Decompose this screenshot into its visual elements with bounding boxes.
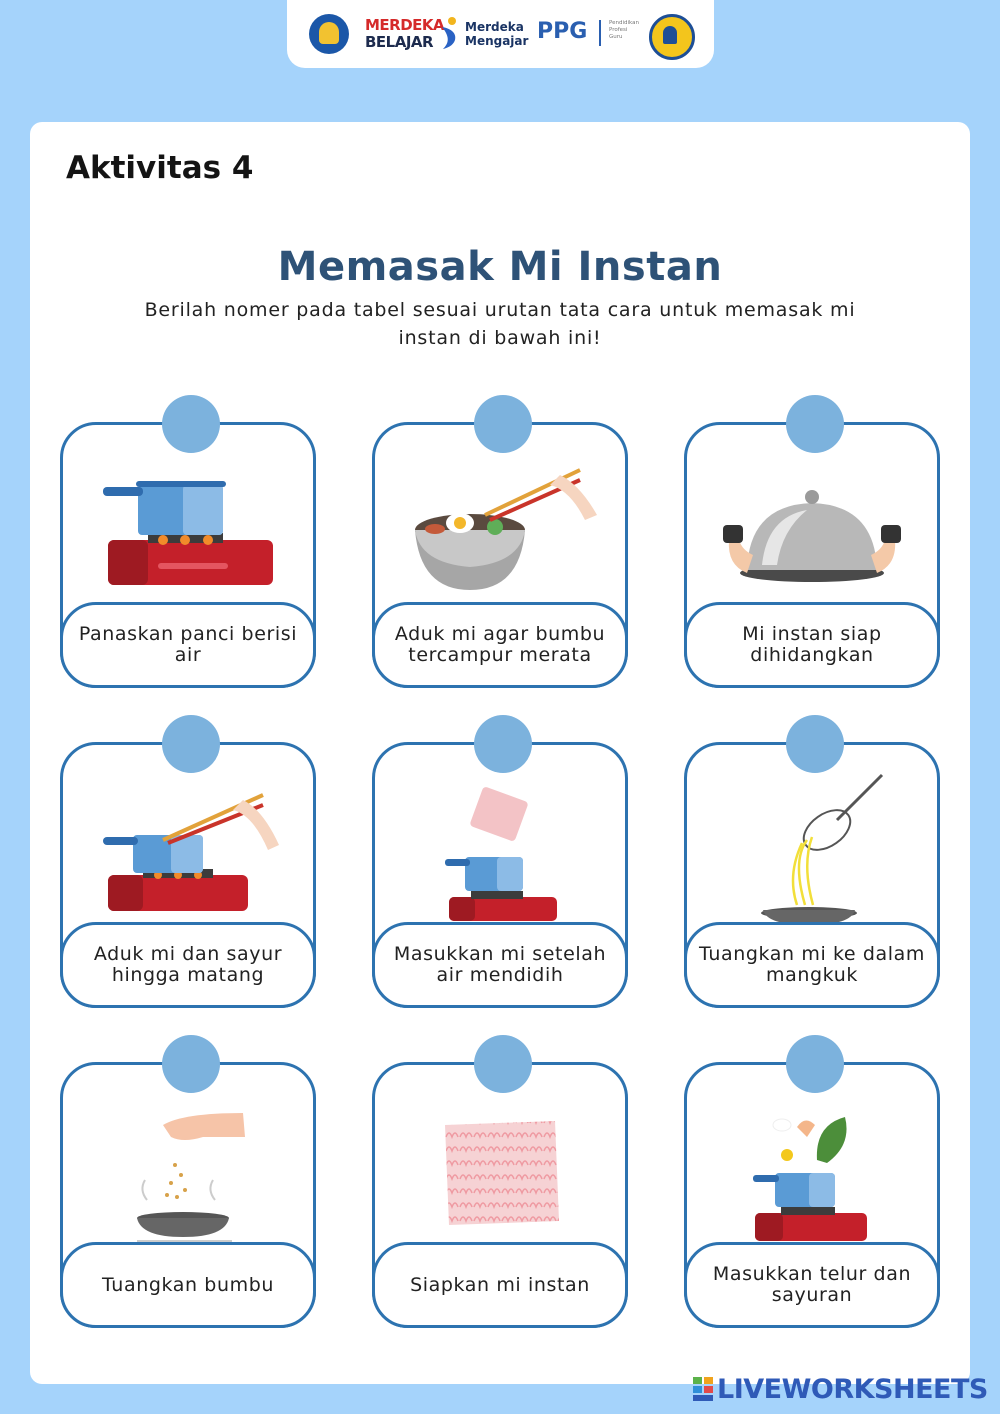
step-caption-box <box>684 1242 940 1328</box>
step-card <box>60 1062 316 1328</box>
step-card <box>684 1062 940 1328</box>
sprinkle-seasoning-icon <box>63 1085 313 1245</box>
step-caption: Masukkan mi setelah air mendidih <box>393 943 607 986</box>
university-seal-icon <box>649 14 695 60</box>
step-caption-box <box>372 922 628 1008</box>
worksheet-card <box>30 122 970 1384</box>
step-card <box>60 742 316 1008</box>
ppg-sub-line: Guru <box>609 34 623 40</box>
stirring-pot-chopsticks-icon <box>63 765 313 925</box>
ppg-sub-line: Profesi <box>609 27 628 33</box>
step-caption-box <box>372 1242 628 1328</box>
step-caption: Aduk mi agar bumbu tercampur merata <box>394 623 606 666</box>
step-caption-box <box>60 602 316 688</box>
instruction-text: Berilah nomer pada tabel sesuai urutan tata cara untuk memasak mi instan di bawah ini! <box>144 299 856 349</box>
egg-vegetable-pot-icon <box>687 1085 937 1245</box>
step-caption: Panaskan panci berisi air <box>78 623 298 666</box>
merdeka-mengajar-logo <box>465 20 528 48</box>
liveworksheets-logo <box>692 1374 988 1408</box>
step-caption-box <box>60 1242 316 1328</box>
step-caption: Tuangkan mi ke dalam mangkuk <box>699 943 925 986</box>
logo-bar <box>287 0 714 68</box>
liveworksheets-mark-icon <box>692 1376 714 1402</box>
step-caption: Siapkan mi instan <box>410 1273 590 1296</box>
merdeka-belajar-logo <box>365 17 444 51</box>
activity-title: Aktivitas 4 <box>66 150 254 186</box>
step-caption-box <box>372 602 628 688</box>
step-caption-box <box>684 922 940 1008</box>
merdeka-mengajar-line2: Mengajar <box>465 34 529 48</box>
merdeka-mengajar-mark-icon <box>439 16 461 50</box>
liveworksheets-text: LIVEWORKSHEETS <box>717 1374 988 1405</box>
step-card <box>684 422 940 688</box>
pot-on-stove-icon <box>63 445 313 605</box>
merdeka-belajar-line1: MERDEKA <box>365 16 445 34</box>
step-caption: Mi instan siap dihidangkan <box>742 623 882 666</box>
strainer-pour-icon <box>687 765 937 925</box>
step-card <box>372 422 628 688</box>
ppg-subtitle <box>609 20 639 41</box>
step-card <box>372 1062 628 1328</box>
step-caption-box <box>60 922 316 1008</box>
main-title: Memasak Mi Instan <box>277 244 723 290</box>
serving-cloche-icon <box>687 445 937 605</box>
instant-noodle-block-icon <box>375 1085 625 1245</box>
noodle-into-pot-icon <box>375 765 625 925</box>
step-caption: Aduk mi dan sayur hingga matang <box>93 943 283 986</box>
step-card <box>60 422 316 688</box>
noodle-bowl-chopsticks-icon <box>375 445 625 605</box>
ppg-divider <box>599 20 601 46</box>
ppg-sub-line: Pendidikan <box>609 20 639 26</box>
ppg-logo: PPG <box>537 19 588 44</box>
merdeka-mengajar-line1: Merdeka <box>465 20 524 34</box>
step-caption-box <box>684 602 940 688</box>
step-card <box>684 742 940 1008</box>
merdeka-belajar-line2: BELAJAR <box>365 33 434 51</box>
step-caption: Masukkan telur dan sayuran <box>712 1263 912 1306</box>
step-caption: Tuangkan bumbu <box>101 1273 274 1296</box>
kemendikbud-seal-icon <box>309 14 349 54</box>
step-card <box>372 742 628 1008</box>
